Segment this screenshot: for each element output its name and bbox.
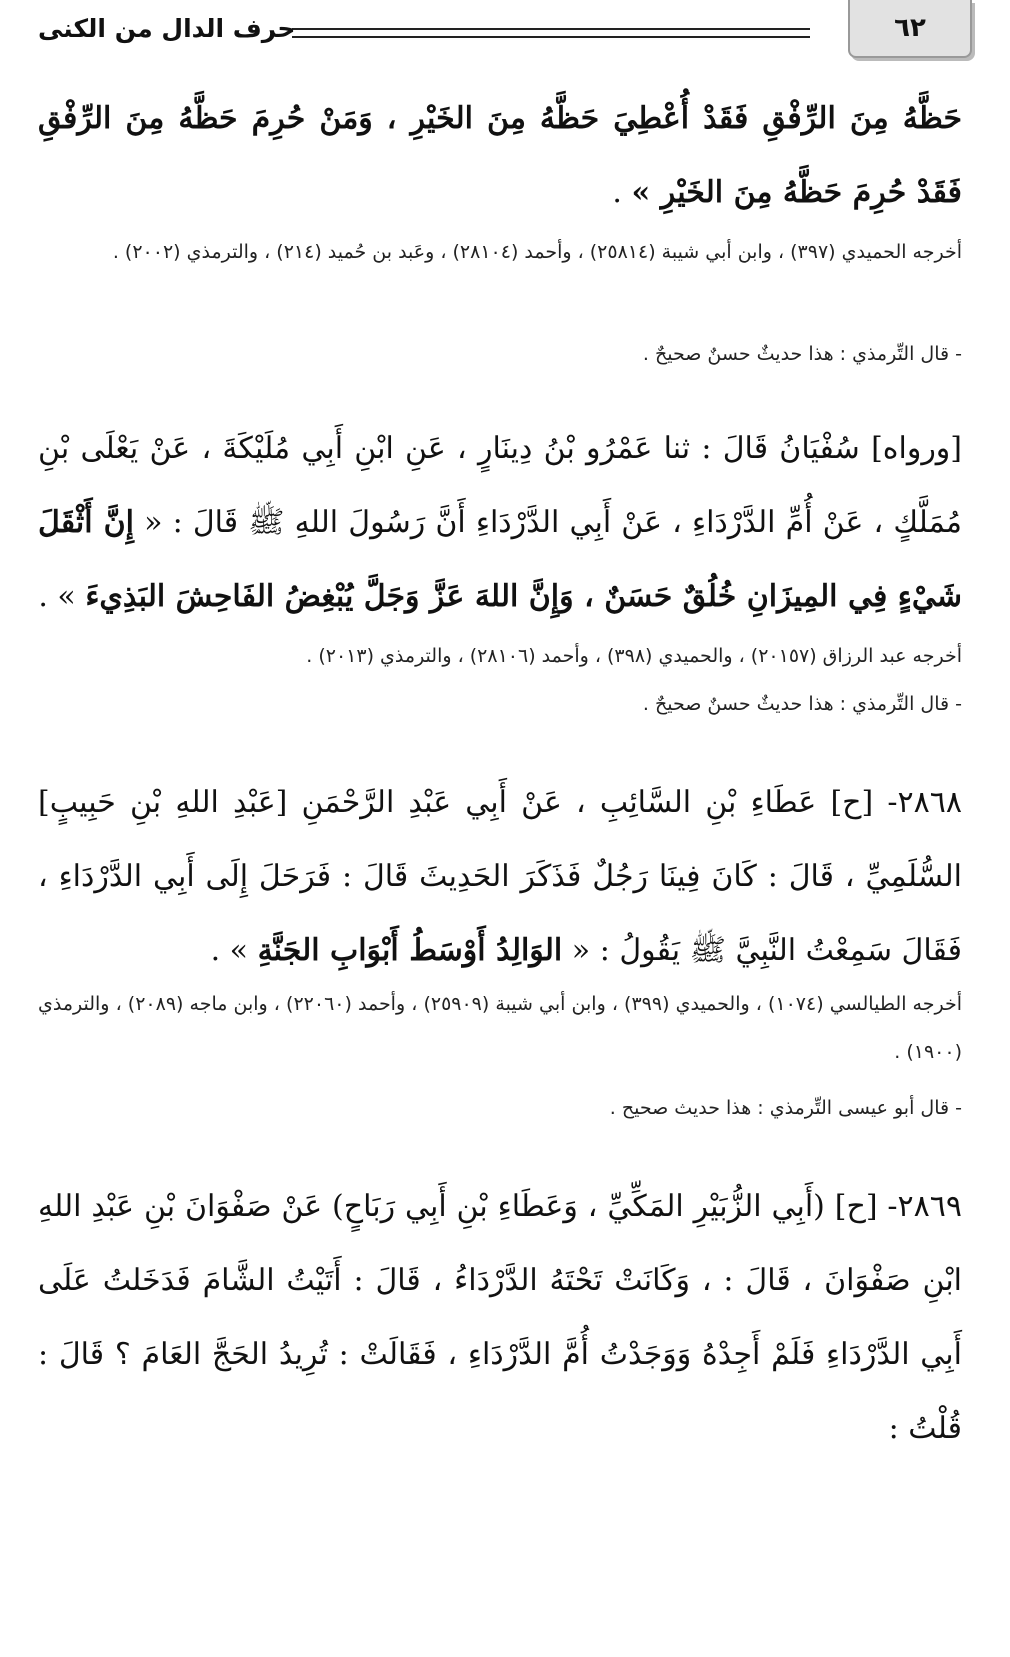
hadith-text: [ورواه] سُفْيَانُ قَالَ : ثنا عَمْرُو بْنُ دِينَارٍ ، عَنِ ابْنِ أَبِي مُلَيْكَةَ ، عَنْ يَعْلَى بْنِ مُمَلَّكٍ ، عَنْ أُمِّ الدَّرْدَاءِ ، عَنْ أَبِي الدَّرْدَاءِ أَنَّ رَسُولَ اللهِ ﷺ قَالَ : « إِنَّ أَثْقَلَ شَيْءٍ فِي المِيزَانِ خُلُقٌ حَسَنٌ ، وَإِنَّ اللهَ عَزَّ وَجَلَّ يُبْغِضُ الفَاحِشَ البَذِيءَ » . <box>38 431 962 614</box>
running-title: حرف الدال من الكنى <box>38 14 296 43</box>
grading-note: - قال التِّرمذي : هذا حديثٌ حسنٌ صحيحٌ . <box>642 693 962 715</box>
grading-note: - قال التِّرمذي : هذا حديثٌ حسنٌ صحيحٌ . <box>642 343 962 365</box>
hadith-text: حَظَّهُ مِنَ الرِّفْقِ فَقَدْ أُعْطِيَ حَظَّهُ مِنَ الخَيْرِ ، وَمَنْ حُرِمَ حَظَّهُ مِنَ الرِّفْقِ فَقَدْ حُرِمَ حَظَّهُ مِنَ الخَيْرِ » . <box>38 101 962 210</box>
hadith-quote: إِنَّ أَثْقَلَ شَيْءٍ فِي المِيزَانِ خُلُقٌ حَسَنٌ ، وَإِنَّ اللهَ عَزَّ وَجَلَّ يُبْغِضُ الفَاحِشَ البَذِيءَ <box>38 505 962 614</box>
takhrij-note: أخرجه الحميدي (٣٩٧) ، وابن أبي شيبة (٢٥٨١٤) ، وأحمد (٢٨١٠٤) ، وعَبد بن حُميد (٢١٤) ، والترمذي (٢٠٠٢) . <box>112 241 962 263</box>
takhrij-note: أخرجه عبد الرزاق (٢٠١٥٧) ، والحميدي (٣٩٨) ، وأحمد (٢٨١٠٦) ، والترمذي (٢٠١٣) . <box>306 645 962 667</box>
hadith-quote: الوَالِدُ أَوْسَطُ أَبْوَابِ الجَنَّةِ <box>257 933 563 968</box>
hadith-quote: حَظَّهُ مِنَ الرِّفْقِ فَقَدْ أُعْطِيَ حَظَّهُ مِنَ الخَيْرِ ، وَمَنْ حُرِمَ حَظَّهُ مِنَ الرِّفْقِ فَقَدْ حُرِمَ حَظَّهُ مِنَ الخَيْرِ » <box>38 101 962 210</box>
grading-note: - قال أبو عيسى التِّرمذي : هذا حديث صحيح . <box>609 1097 962 1119</box>
page-number-tab <box>848 0 972 58</box>
header-rule <box>292 28 810 38</box>
takhrij-note: أخرجه الطيالسي (١٠٧٤) ، والحميدي (٣٩٩) ، وابن أبي شيبة (٢٥٩٠٩) ، وأحمد (٢٢٠٦٠) ، وابن ماجه (٢٠٨٩) ، والترمذي (١٩٠٠) . <box>38 993 962 1063</box>
hadith-2868: ٢٨٦٨- [ح] عَطَاءِ بْنِ السَّائِبِ ، عَنْ أَبِي عَبْدِ الرَّحْمَنِ [عَبْدِ اللهِ بْنِ حَبِيبٍ] السُّلَمِيِّ ، قَالَ : كَانَ فِينَا رَجُلٌ فَذَكَرَ الحَدِيثَ قَالَ : فَرَحَلَ إِلَى أَبِي الدَّرْدَاءِ ، فَقَالَ سَمِعْتُ النَّبِيَّ ﷺ يَقُولُ : « الوَالِدُ أَوْسَطُ أَبْوَابِ الجَنَّةِ » . <box>38 785 962 968</box>
page-number: ٦٢ <box>894 13 926 43</box>
hadith-2869: ٢٨٦٩- [ح] (أَبِي الزُّبَيْرِ المَكِّيِّ ، وَعَطَاءِ بْنِ أَبِي رَبَاحٍ) عَنْ صَفْوَانَ بْنِ عَبْدِ اللهِ ابْنِ صَفْوَانَ ، قَالَ : ، وَكَانَتْ تَحْتَهُ الدَّرْدَاءُ ، قَالَ : أَتَيْتُ الشَّامَ فَدَخَلتُ عَلَى أَبِي الدَّرْدَاءِ فَلَمْ أَجِدْهُ وَوَجَدْتُ أُمَّ الدَّرْدَاءِ ، فَقَالَتْ : تُرِيدُ الحَجَّ العَامَ ؟ قَالَ : قُلْتُ : <box>38 1189 962 1446</box>
